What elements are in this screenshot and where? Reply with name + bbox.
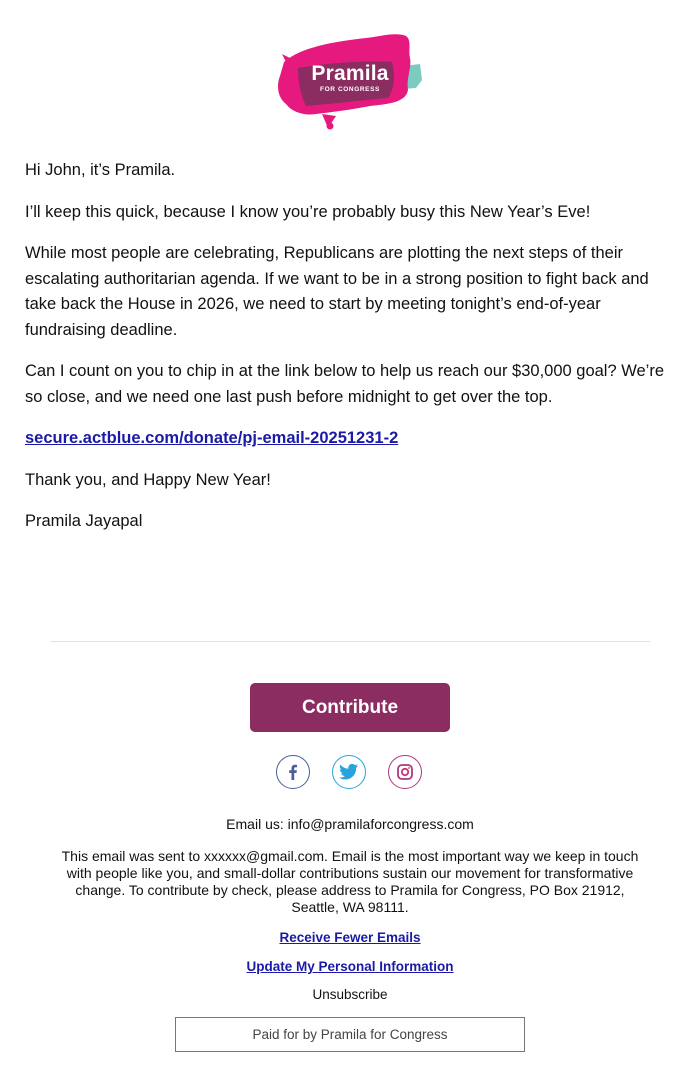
- logo-subtitle: FOR CONGRESS: [320, 86, 380, 93]
- footer-divider: [50, 641, 650, 642]
- fewer-emails-row: [0, 929, 700, 945]
- paragraph-agenda: While most people are celebrating, Republicans are plotting the next steps of their escalating authoritarian agenda. If we want to be in a strong position to fight back and take back the House in 2026, we need to start by meeting tonight’s end-of-year fundraising deadline.: [25, 244, 649, 339]
- greeting: Hi John, it’s Pramila.: [25, 161, 176, 179]
- paragraph-intro: I’ll keep this quick, because I know you’re probably busy this New Year’s Eve!: [25, 202, 591, 221]
- donate-link[interactable]: secure.actblue.com/donate/pj-email-20251231-2: [25, 429, 399, 447]
- paid-for-disclaimer: Paid for by Pramila for Congress: [175, 1017, 525, 1052]
- unsubscribe-link[interactable]: Unsubscribe: [312, 987, 388, 1002]
- campaign-logo[interactable]: [270, 28, 430, 134]
- email-body: [25, 158, 675, 551]
- logo-name: Pramila: [311, 62, 389, 85]
- contact-email: Email us: info@pramilaforcongress.com: [226, 816, 474, 832]
- email-disclaimer: This email was sent to xxxxxx@gmail.com. Email is the most important way we keep in touch with people like you, and small-dollar contributions sustain our movement for transformative change. To contribute by check, please address to Pramila for Congress, PO Box 21912, Seattle, WA 98111.: [61, 848, 639, 915]
- receive-fewer-emails-link[interactable]: Receive Fewer Emails: [279, 930, 421, 945]
- instagram-icon[interactable]: [388, 755, 422, 789]
- update-personal-info-link[interactable]: Update My Personal Information: [246, 959, 454, 974]
- contribute-button[interactable]: Contribute: [250, 683, 450, 732]
- social-links: [275, 755, 425, 793]
- closing: Thank you, and Happy New Year!: [25, 470, 271, 489]
- facebook-icon[interactable]: [276, 755, 310, 789]
- twitter-icon[interactable]: [332, 755, 366, 789]
- donate-link-row: [25, 426, 675, 452]
- update-info-row: [0, 958, 700, 974]
- paragraph-ask: Can I count on you to chip in at the link below to help us reach our $30,000 goal? We’re so close, and we need one last push before midnight to get over the top.: [25, 362, 665, 406]
- signature: Pramila Jayapal: [25, 512, 143, 530]
